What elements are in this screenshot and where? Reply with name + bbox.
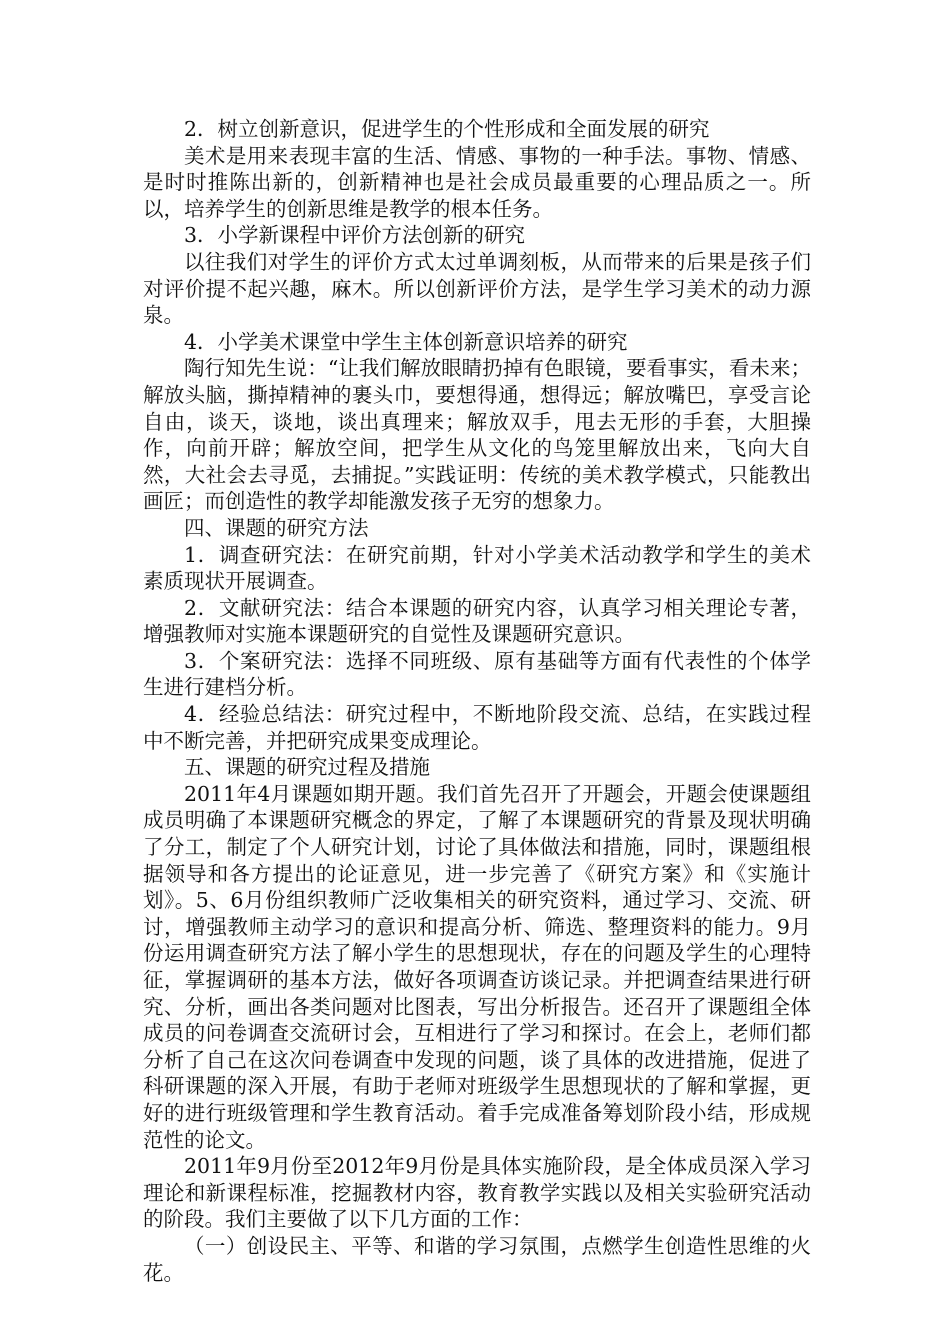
subheading-2: 2．树立创新意识，促进学生的个性形成和全面发展的研究 [184,117,710,141]
section-heading-methods: 四、课题的研究方法 [184,515,369,540]
method-case-study: 3．个案研究法：选择不同班级、原有基础等方面有代表性的个体学生进行建档分析。 [143,648,811,700]
paragraph: 陶行知先生说：“让我们解放眼睛扔掉有色眼镜，要看事实，看未来；解放头脑，撕掉精神的裹头巾，要想得通，想得远；解放嘴巴，享受言论自由，谈天，谈地，谈出真理来；解放双手，甩去无形的手套，大胆操作，向前开辟；解放空间，把学生从文化的鸟笼里解放出来，飞向大自然，大社会去寻觅，去捕捉。”实践证明：传统的美术教学模式，只能教出画匠；而创造性的教学却能激发孩子无穷的想象力。 [143,356,811,514]
subsection-heading-1: （一）创设民主、平等、和谐的学习氛围，点燃学生创造性思维的火花。 [143,1233,811,1285]
document-body [143,116,811,1286]
paragraph: 2011年9月份至2012年9月份是具体实施阶段，是全体成员深入学习理论和新课程标准，挖掘教材内容，教育教学实践以及相关实验研究活动的阶段。我们主要做了以下几方面的工作： [143,1154,811,1232]
method-survey: 1．调查研究法：在研究前期，针对小学美术活动教学和学生的美术素质现状开展调查。 [143,542,811,594]
paragraph: 美术是用来表现丰富的生活、情感、事物的一种手法。事物、情感、是时时推陈出新的，创新精神也是社会成员最重要的心理品质之一。所以，培养学生的创新思维是教学的根本任务。 [143,143,811,221]
subheading-4: 4．小学美术课堂中学生主体创新意识培养的研究 [184,329,628,354]
section-heading-process: 五、课题的研究过程及措施 [184,755,430,780]
subheading-3: 3．小学新课程中评价方法创新的研究 [184,223,526,248]
method-experience-summary: 4．经验总结法：研究过程中，不断地阶段交流、总结，在实践过程中不断完善，并把研究成果变成理论。 [143,702,811,753]
method-literature: 2．文献研究法：结合本课题的研究内容，认真学习相关理论专著，增强教师对实施本课题研究的自觉性及课题研究意识。 [143,595,811,647]
paragraph: 2011年4月课题如期开题。我们首先召开了开题会，开题会使课题组成员明确了本课题研究概念的界定，了解了本课题研究的背景及现状明确了分工，制定了个人研究计划，讨论了具体做法和措施，同时，课题组根据领导和各方提出的论证意见，进一步完善了《研究方案》和《实施计划》。5、6月份组织教师广泛收集相关的研究资料，通过学习、交流、研讨，增强教师主动学习的意识和提高分析、筛选、整理资料的能力。9月份运用调查研究方法了解小学生的思想现状，存在的问题及学生的心理特征，掌握调研的基本方法，做好各项调查访谈记录。并把调查结果进行研究、分析，画出各类问题对比图表，写出分析报告。还召开了课题组全体成员的问卷调查交流研讨会，互相进行了学习和探讨。在会上，老师们都分析了自己在这次问卷调查中发现的问题，谈了具体的改进措施，促进了科研课题的深入开展，有助于老师对班级学生思想现状的了解和掌握，更好的进行班级管理和学生教育活动。着手完成准备筹划阶段小结，形成规范性的论文。 [143,781,811,1152]
paragraph: 以往我们对学生的评价方式太过单调刻板，从而带来的后果是孩子们对评价提不起兴趣，麻木。所以创新评价方法，是学生学习美术的动力源泉。 [143,249,811,328]
